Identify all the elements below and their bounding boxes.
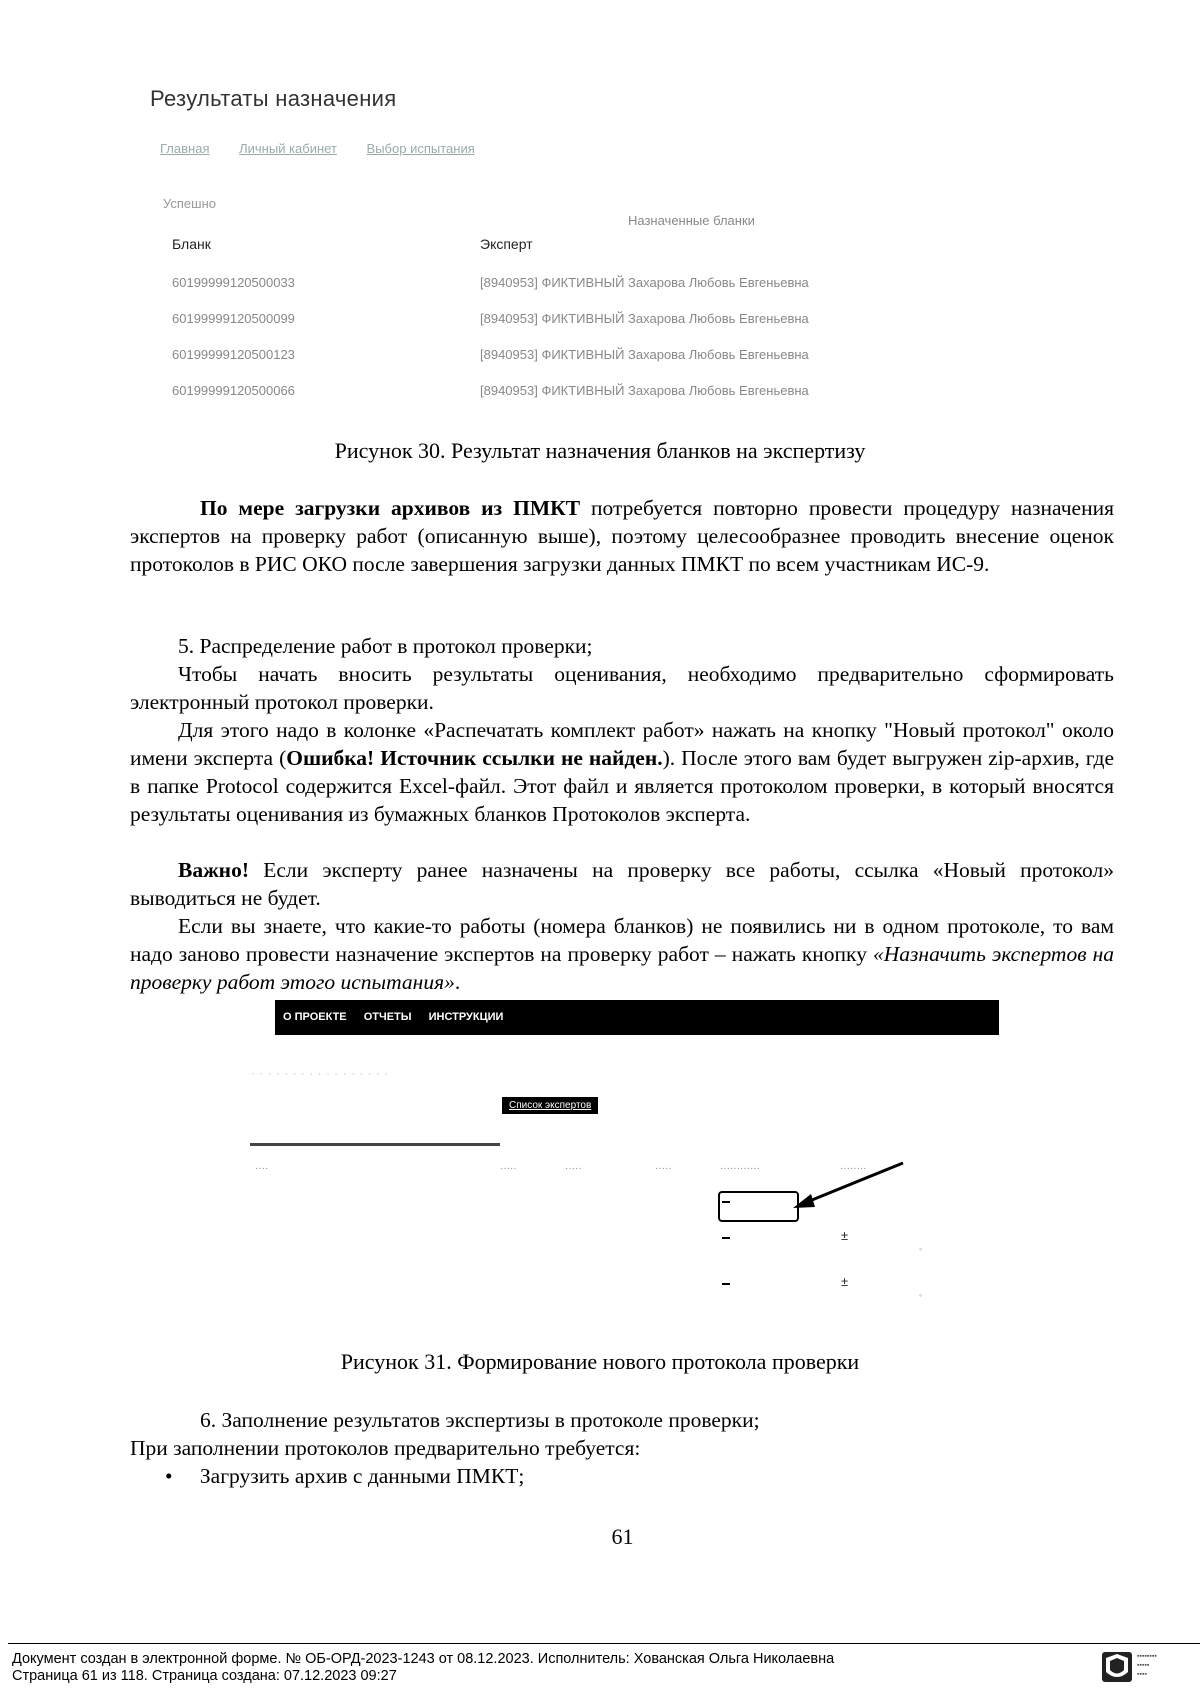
pointer-arrow-icon [785, 1160, 905, 1220]
expert-name: [8940953] ФИКТИВНЫЙ Захарова Любовь Евгеньевна [480, 383, 809, 398]
download-icon[interactable]: ± [841, 1274, 849, 1289]
new-protocol-link[interactable] [722, 1201, 730, 1203]
results-page-title: Результаты назначения [150, 86, 397, 111]
paragraph-text: потребуется повторно провести процедуру назначения экспертов на проверку работ (описанную выше), поэтому целесообразнее проводить внесение оценок протоколов в РИС ОКО после завершения загрузки данных ПМКТ по всем участникам ИС-9. [130, 496, 1114, 576]
new-protocol-link[interactable] [722, 1283, 730, 1285]
breadcrumb [160, 141, 501, 156]
small-icon: ◦ [919, 1244, 923, 1254]
bullet-icon: • [165, 1464, 173, 1488]
breadcrumb-cabinet-link[interactable]: Личный кабинет [239, 141, 337, 156]
table-header-row [172, 236, 892, 264]
coat-of-arms-icon [1100, 1648, 1134, 1686]
column-header-expert: ···· [255, 1163, 269, 1174]
paragraph-text: Для этого надо в колонке «Распечатать комплект работ» нажать на кнопку "Новый протокол" около имени эксперта ( [130, 718, 1114, 770]
figure-31-caption: Рисунок 31. Формирование нового протокола проверки [340, 1349, 860, 1374]
figure-31-screenshot [251, 1000, 999, 1305]
paragraph-bold-lead: По мере загрузки архивов из ПМКТ [200, 496, 581, 520]
table-row [172, 336, 892, 372]
paragraph-prerequisites: При заполнении протоколов предварительно требуется: [130, 1436, 641, 1460]
section-item-5: 5. Распределение работ в протокол проверки; [178, 634, 593, 658]
nav-about[interactable]: О ПРОЕКТЕ [283, 1011, 347, 1023]
table-row [172, 264, 892, 300]
nav-reports[interactable]: ОТЧЕТЫ [363, 1011, 412, 1023]
footer-org-logo-text: ▪▪▪▪▪▪▪▪ ▪▪▪▪▪ ▪▪▪▪ [1137, 1653, 1157, 1678]
paragraph-text: ). После этого вам будет выгружен zip-архив, где в папке Protocol содержится Excel-файл. Этот файл и является протоколом проверки, в который вносятся результаты оценивания из бумажных бланков Протоколов эксперта. [130, 746, 1114, 826]
blank-number: 60199999120500066 [172, 383, 295, 398]
broken-reference: Ошибка! Источник ссылки не найден. [286, 746, 663, 770]
paragraph-reassign [130, 912, 1114, 996]
paragraph-new-protocol [130, 716, 1114, 828]
table-row [172, 300, 892, 336]
page-number: 61 [611, 1524, 634, 1549]
blank-number: 60199999120500123 [172, 347, 295, 362]
nav-instructions[interactable]: ИНСТРУКЦИИ [428, 1011, 504, 1023]
breadcrumb-home-link[interactable]: Главная [160, 141, 210, 156]
bullet-item [165, 1462, 1065, 1490]
bullet-text: Загрузить архив с данными ПМКТ; [199, 1464, 525, 1488]
assigned-blanks-table [172, 236, 892, 408]
footer-document-info: Документ создан в электронной форме. № ОБ-ОРД-2023-1243 от 08.12.2023. Исполнитель: Хованская Ольга Николаевна [12, 1651, 835, 1667]
paragraph-end: . [454, 970, 461, 994]
important-label: Важно! [178, 858, 249, 882]
section-item-6: 6. Заполнение результатов экспертизы в протоколе проверки; [200, 1408, 760, 1432]
new-protocol-link[interactable] [722, 1237, 730, 1239]
expert-name: [8940953] ФИКТИВНЫЙ Захарова Любовь Евгеньевна [480, 347, 809, 362]
footer-divider [8, 1643, 1200, 1644]
blank-number: 60199999120500033 [172, 275, 295, 290]
divider [250, 1143, 500, 1146]
blank-number: 60199999120500099 [172, 311, 295, 326]
expert-list-button[interactable]: Список экспертов [502, 1097, 598, 1114]
column-header-issued: ····· [565, 1163, 582, 1174]
faint-text-line: · · · · · · · · · · · · · · · · · [251, 1066, 389, 1080]
paragraph-text: Если вы знаете, что какие-то работы (номера бланков) не появились ни в одном протоколе, то вам надо заново провести назначение экспертов на проверку работ – нажать кнопку [130, 914, 1114, 966]
figure-30-caption: Рисунок 30. Результат назначения бланков на экспертизу [334, 438, 866, 463]
paragraph-text: Если эксперту ранее назначены на проверку все работы, ссылка «Новый протокол» выводиться не будет. [130, 858, 1114, 910]
column-header-checked: ····· [655, 1163, 672, 1174]
status-text: Успешно [163, 196, 216, 211]
column-header-expert: Эксперт [480, 236, 533, 252]
download-icon[interactable]: ± [841, 1228, 849, 1243]
breadcrumb-test-link[interactable]: Выбор испытания [366, 141, 475, 156]
table-caption: Назначенные бланки [628, 213, 755, 228]
footer-page-info: Страница 61 из 118. Страница создана: 07.12.2023 09:27 [12, 1668, 397, 1684]
expert-name: [8940953] ФИКТИВНЫЙ Захарова Любовь Евгеньевна [480, 311, 809, 326]
small-icon: ◦ [919, 1290, 923, 1300]
column-header-blank: Бланк [172, 236, 211, 252]
column-header-assigned: ····· [500, 1163, 517, 1174]
top-nav-bar [275, 1000, 999, 1035]
column-header-print-set: ············ [720, 1163, 760, 1174]
column-header-upload: ········ [840, 1163, 867, 1174]
paragraph-pmkt-loading [130, 494, 1114, 578]
paragraph-important [130, 856, 1114, 912]
paragraph-protocol-intro: Чтобы начать вносить результаты оценивания, необходимо предварительно сформировать электронный протокол проверки. [130, 662, 1114, 714]
expert-name: [8940953] ФИКТИВНЫЙ Захарова Любовь Евгеньевна [480, 275, 809, 290]
reassign-button-name: «Назначить экспертов на проверку работ этого испытания» [130, 942, 1115, 994]
table-row [172, 372, 892, 408]
